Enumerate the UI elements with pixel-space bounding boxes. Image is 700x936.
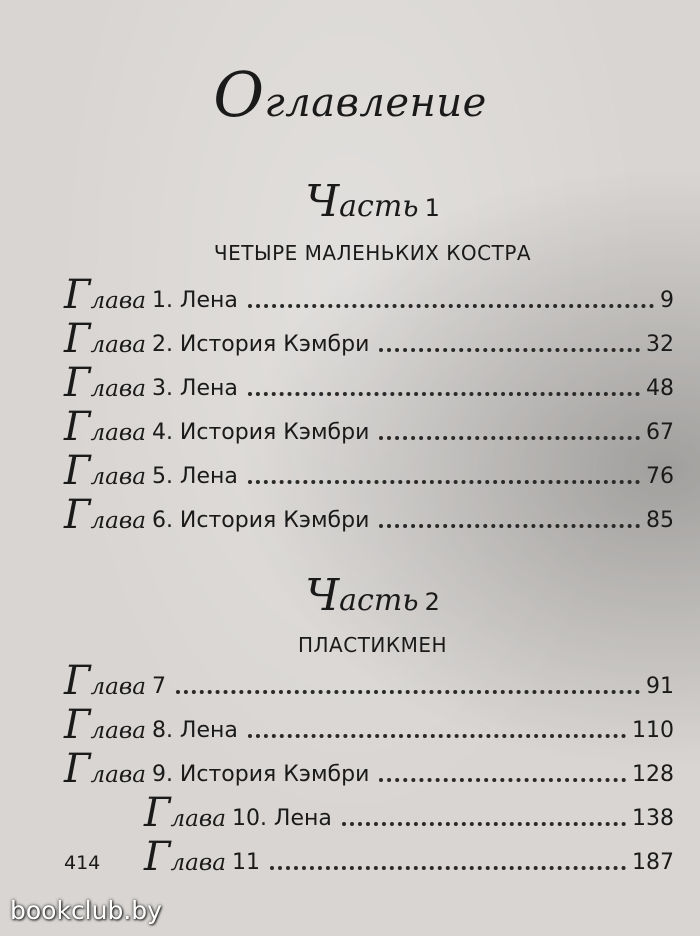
entry-word: лава <box>90 762 146 788</box>
dot-leader <box>176 690 640 694</box>
part-heading-word: асть <box>339 583 419 618</box>
dot-leader <box>248 392 640 396</box>
entry-initial: Г <box>64 448 91 494</box>
entry-title: 4. История Кэмбри <box>151 420 370 445</box>
part-heading-2 <box>0 570 700 621</box>
part-heading-initial: Ч <box>305 176 340 227</box>
entry-initial: Г <box>64 360 91 406</box>
entry-title: 3. Лена <box>151 376 238 401</box>
entry-title: 1. Лена <box>151 288 238 313</box>
toc-entry <box>64 702 674 748</box>
entry-page-number: 9 <box>660 288 674 313</box>
toc-entry <box>64 658 674 704</box>
entry-initial: Г <box>64 702 91 748</box>
toc-entry <box>64 746 674 792</box>
dot-leader <box>342 822 626 826</box>
entry-title: 7 <box>151 674 166 699</box>
entry-title: 10. Лена <box>231 806 332 831</box>
entry-initial: Г <box>64 492 91 538</box>
entry-word: лава <box>90 420 146 446</box>
dot-leader <box>248 480 640 484</box>
entry-word: лава <box>90 674 146 700</box>
part-number: 1 <box>424 194 440 222</box>
entry-title: 5. Лена <box>151 464 238 489</box>
entry-initial: Г <box>64 404 91 450</box>
toc-entry <box>64 448 674 494</box>
entry-word: лава <box>170 806 226 832</box>
part-subtitle-1: ЧЕТЫРЕ МАЛЕНЬКИХ КОСТРА <box>213 241 532 265</box>
toc-entry <box>144 790 674 836</box>
dot-leader <box>379 778 626 782</box>
entry-page-number: 76 <box>646 464 674 489</box>
page-number: 414 <box>64 852 101 874</box>
entry-title: 9. История Кэмбри <box>151 762 370 787</box>
part-heading-1 <box>0 176 700 227</box>
entry-title: 2. История Кэмбри <box>151 332 370 357</box>
entry-word: лава <box>90 332 146 358</box>
entry-initial: Г <box>64 746 91 792</box>
entry-initial: Г <box>64 316 91 362</box>
entry-page-number: 138 <box>632 806 674 831</box>
entry-word: лава <box>90 376 146 402</box>
entry-title: 8. Лена <box>151 718 238 743</box>
entry-initial: Г <box>64 658 91 704</box>
dot-leader <box>379 348 640 352</box>
entry-page-number: 67 <box>646 420 674 445</box>
part-heading-initial: Ч <box>305 570 340 621</box>
dot-leader <box>379 436 640 440</box>
toc-entry <box>144 834 674 880</box>
watermark: bookclub.by <box>10 896 162 925</box>
entry-page-number: 128 <box>632 762 674 787</box>
part-subtitle-2: ПЛАСТИКМЕН <box>297 633 448 657</box>
dot-leader <box>270 866 626 870</box>
part-number: 2 <box>424 588 440 616</box>
title-rest: главление <box>264 80 487 126</box>
entry-title: 11 <box>231 850 260 875</box>
entry-initial: Г <box>64 272 91 318</box>
entry-page-number: 110 <box>632 718 674 743</box>
entry-page-number: 91 <box>646 674 674 699</box>
dot-leader <box>379 524 640 528</box>
entry-page-number: 48 <box>646 376 674 401</box>
toc-entry <box>64 272 674 318</box>
toc-entry <box>64 492 674 538</box>
entry-page-number: 187 <box>632 850 674 875</box>
entry-word: лава <box>90 464 146 490</box>
toc-entry <box>64 360 674 406</box>
entry-word: лава <box>170 850 226 876</box>
toc-entry <box>64 316 674 362</box>
entry-initial: Г <box>144 790 171 836</box>
entry-initial: Г <box>144 834 171 880</box>
toc-entry <box>64 404 674 450</box>
entry-word: лава <box>90 288 146 314</box>
entry-page-number: 85 <box>646 508 674 533</box>
entry-word: лава <box>90 508 146 534</box>
dot-leader <box>248 304 654 308</box>
title-initial: О <box>213 58 265 131</box>
entry-title: 6. История Кэмбри <box>151 508 370 533</box>
entry-page-number: 32 <box>646 332 674 357</box>
dot-leader <box>248 734 626 738</box>
page-title <box>0 58 700 131</box>
part-heading-word: асть <box>339 189 419 224</box>
entry-word: лава <box>90 718 146 744</box>
